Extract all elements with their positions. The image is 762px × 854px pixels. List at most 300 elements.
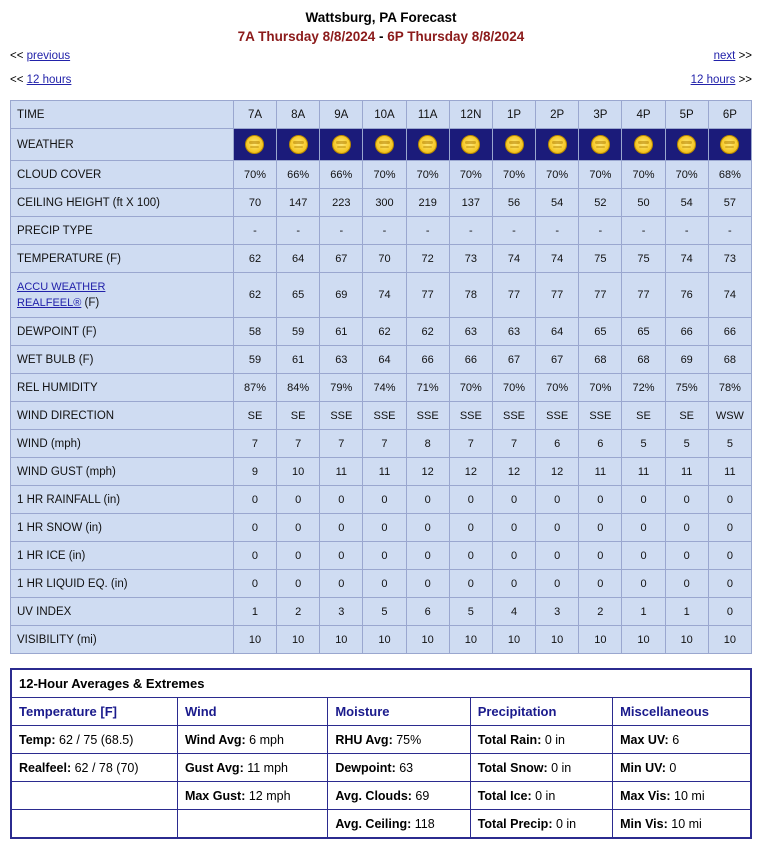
summary-title: 12-Hour Averages & Extremes: [11, 669, 751, 698]
forecast-cell: 12: [492, 458, 535, 486]
forecast-cell: 78: [449, 273, 492, 318]
summary-cell-value: 10 mi: [670, 788, 705, 803]
forecast-cell: 67: [492, 346, 535, 374]
summary-category-header: Miscellaneous: [613, 698, 751, 726]
forecast-cell: 0: [579, 486, 622, 514]
summary-cell-value: 0 in: [531, 788, 556, 803]
time-column-header: 3P: [579, 101, 622, 129]
nav-prev-group: [10, 50, 70, 62]
forecast-cell: 5: [363, 598, 406, 626]
summary-cell-key: RHU Avg:: [335, 732, 393, 747]
forecast-cell: 68%: [708, 161, 751, 189]
forecast-header-row: [11, 101, 752, 129]
summary-cell-key: Max Vis:: [620, 788, 671, 803]
realfeel-link-text[interactable]: REALFEEL®: [17, 297, 82, 309]
forecast-cell: 0: [406, 486, 449, 514]
forecast-cell: 70%: [492, 161, 535, 189]
row-label: CEILING HEIGHT (ft X 100): [11, 189, 234, 217]
forecast-row: [11, 129, 752, 161]
forecast-cell: 73: [708, 245, 751, 273]
summary-cell: [613, 726, 751, 754]
forecast-cell: -: [622, 217, 665, 245]
summary-cell: [177, 726, 327, 754]
forecast-row: [11, 542, 752, 570]
previous-link[interactable]: previous: [26, 50, 71, 62]
summary-cell: [177, 754, 327, 782]
forecast-cell: 219: [406, 189, 449, 217]
prev-arrow-icon: <<: [10, 50, 24, 62]
sunny-icon: [461, 135, 480, 154]
sunny-icon: [418, 135, 437, 154]
summary-category-header: Temperature [F]: [11, 698, 177, 726]
forecast-cell: 65: [622, 318, 665, 346]
forecast-cell: 62: [233, 245, 276, 273]
forecast-cell: 4: [492, 598, 535, 626]
forecast-cell: SSE: [492, 402, 535, 430]
forecast-cell: 63: [320, 346, 363, 374]
forecast-cell: 72%: [622, 374, 665, 402]
forecast-cell: 59: [277, 318, 320, 346]
forecast-cell: SE: [233, 402, 276, 430]
forecast-cell: 10: [320, 626, 363, 654]
forecast-cell: 70%: [579, 374, 622, 402]
forecast-row: [11, 486, 752, 514]
forecast-cell: 70%: [492, 374, 535, 402]
forecast-cell: 0: [708, 570, 751, 598]
forecast-cell: 0: [536, 570, 579, 598]
time-header-label: TIME: [11, 101, 234, 129]
forecast-cell: 0: [708, 598, 751, 626]
forecast-cell: 6: [536, 430, 579, 458]
summary-cell-key: Min UV:: [620, 760, 666, 775]
forecast-row: [11, 161, 752, 189]
forecast-row: [11, 514, 752, 542]
sunny-icon: [289, 135, 308, 154]
row-label: UV INDEX: [11, 598, 234, 626]
forecast-cell: 0: [320, 542, 363, 570]
next-arrow-icon: >>: [738, 50, 752, 62]
forecast-cell: 79%: [320, 374, 363, 402]
summary-category-header: Moisture: [328, 698, 470, 726]
row-label: 1 HR ICE (in): [11, 542, 234, 570]
sunny-icon: [548, 135, 567, 154]
prev-hours-arrow-icon: <<: [10, 74, 24, 86]
row-label: WET BULB (F): [11, 346, 234, 374]
forecast-cell: 65: [277, 273, 320, 318]
forecast-cell: 77: [579, 273, 622, 318]
summary-cell: [177, 810, 327, 839]
summary-cell: [470, 810, 612, 839]
forecast-cell: 12: [406, 458, 449, 486]
forecast-cell: 0: [665, 570, 708, 598]
summary-cell-key: Min Vis:: [620, 816, 668, 831]
forecast-cell: 62: [363, 318, 406, 346]
forecast-cell: SSE: [449, 402, 492, 430]
forecast-cell: 0: [622, 514, 665, 542]
summary-cell: [613, 754, 751, 782]
forecast-cell: SSE: [363, 402, 406, 430]
forecast-cell: 70: [233, 189, 276, 217]
forecast-cell: 0: [277, 570, 320, 598]
weather-icon-cell: [579, 129, 622, 161]
forecast-cell: 71%: [406, 374, 449, 402]
forecast-cell: 70%: [536, 374, 579, 402]
summary-cell-key: Realfeel:: [19, 760, 72, 775]
forecast-cell: 0: [449, 514, 492, 542]
forecast-cell: 72: [406, 245, 449, 273]
forecast-cell: 10: [233, 626, 276, 654]
time-column-header: 12N: [449, 101, 492, 129]
forecast-cell: 0: [665, 542, 708, 570]
forecast-cell: 10: [579, 626, 622, 654]
forecast-cell: 0: [363, 514, 406, 542]
weather-icon-cell: [665, 129, 708, 161]
summary-cell: [11, 726, 177, 754]
forecast-cell: 68: [708, 346, 751, 374]
row-label: CLOUD COVER: [11, 161, 234, 189]
forecast-cell: SE: [622, 402, 665, 430]
forecast-cell: 0: [622, 542, 665, 570]
forecast-row: [11, 245, 752, 273]
forecast-row: [11, 626, 752, 654]
forecast-cell: 0: [449, 542, 492, 570]
summary-cell: [11, 810, 177, 839]
time-range: [0, 27, 762, 46]
forecast-cell: 54: [536, 189, 579, 217]
forecast-cell: 63: [449, 318, 492, 346]
forecast-cell: 70%: [579, 161, 622, 189]
forecast-cell: 0: [708, 486, 751, 514]
forecast-cell: 76: [665, 273, 708, 318]
location-title: Wattsburg, PA Forecast: [305, 10, 457, 25]
forecast-cell: 77: [492, 273, 535, 318]
summary-cell-key: Temp:: [19, 732, 56, 747]
weather-icon-cell: [708, 129, 751, 161]
summary-cell-value: 0: [665, 760, 677, 775]
forecast-cell: 63: [492, 318, 535, 346]
summary-row: [11, 782, 751, 810]
forecast-cell: 0: [406, 514, 449, 542]
forecast-cell: 52: [579, 189, 622, 217]
summary-cell-key: Avg. Clouds:: [335, 788, 412, 803]
next-hours-arrow-icon: >>: [738, 74, 752, 86]
row-label: VISIBILITY (mi): [11, 626, 234, 654]
forecast-cell: 57: [708, 189, 751, 217]
forecast-cell: -: [536, 217, 579, 245]
previous-12-hours-link[interactable]: 12 hours: [26, 74, 72, 86]
forecast-cell: 0: [277, 542, 320, 570]
forecast-cell: 70%: [406, 161, 449, 189]
summary-cell-value: 0 in: [547, 760, 572, 775]
forecast-cell: 5: [449, 598, 492, 626]
time-column-header: 7A: [233, 101, 276, 129]
summary-cell-value: 6: [668, 732, 680, 747]
forecast-cell: 11: [320, 458, 363, 486]
forecast-cell: 65: [579, 318, 622, 346]
forecast-cell: 69: [320, 273, 363, 318]
forecast-cell: 10: [708, 626, 751, 654]
forecast-cell: 74: [708, 273, 751, 318]
forecast-row: [11, 273, 752, 318]
summary-category-header: Wind: [177, 698, 327, 726]
nav-prev-hours-group: [10, 74, 71, 86]
range-separator: -: [375, 29, 388, 44]
forecast-cell: 87%: [233, 374, 276, 402]
realfeel-units: (F): [81, 297, 100, 309]
forecast-cell: 61: [277, 346, 320, 374]
accuweather-link[interactable]: [17, 279, 233, 295]
forecast-cell: 0: [320, 514, 363, 542]
nav-previous-next: [10, 50, 752, 70]
summary-cell: [177, 782, 327, 810]
weather-icon-cell: [492, 129, 535, 161]
forecast-cell: 0: [536, 542, 579, 570]
row-label: [11, 273, 234, 318]
forecast-cell: 0: [536, 514, 579, 542]
summary-category-header: Precipitation: [470, 698, 612, 726]
forecast-cell: 0: [233, 514, 276, 542]
forecast-cell: 0: [492, 514, 535, 542]
weather-icon-cell: [277, 129, 320, 161]
summary-cell-value: 0 in: [541, 732, 565, 747]
forecast-row: [11, 346, 752, 374]
summary-cell: [328, 726, 470, 754]
forecast-cell: 0: [277, 514, 320, 542]
forecast-cell: 50: [622, 189, 665, 217]
forecast-cell: 7: [492, 430, 535, 458]
summary-cell-value: 75%: [392, 732, 422, 747]
forecast-cell: 66%: [277, 161, 320, 189]
forecast-cell: -: [363, 217, 406, 245]
summary-cell-value: 0 in: [552, 816, 577, 831]
sunny-icon: [634, 135, 653, 154]
forecast-cell: 58: [233, 318, 276, 346]
forecast-cell: 3: [536, 598, 579, 626]
weather-icon-cell: [233, 129, 276, 161]
forecast-cell: -: [277, 217, 320, 245]
forecast-cell: 0: [233, 486, 276, 514]
forecast-cell: 6: [579, 430, 622, 458]
forecast-cell: 70%: [449, 161, 492, 189]
forecast-cell: -: [320, 217, 363, 245]
forecast-cell: 70: [363, 245, 406, 273]
forecast-cell: 66: [406, 346, 449, 374]
forecast-cell: 5: [708, 430, 751, 458]
forecast-cell: 66: [708, 318, 751, 346]
summary-cell: [470, 726, 612, 754]
row-label: REL HUMIDITY: [11, 374, 234, 402]
forecast-cell: 11: [665, 458, 708, 486]
forecast-cell: 78%: [708, 374, 751, 402]
forecast-cell: 0: [665, 486, 708, 514]
forecast-cell: 0: [708, 514, 751, 542]
next-12-hours-link[interactable]: 12 hours: [690, 74, 736, 86]
forecast-cell: 0: [492, 542, 535, 570]
time-column-header: 4P: [622, 101, 665, 129]
summary-cell-value: 12 mph: [245, 788, 291, 803]
row-label: TEMPERATURE (F): [11, 245, 234, 273]
forecast-cell: 59: [233, 346, 276, 374]
sunny-icon: [505, 135, 524, 154]
forecast-cell: 84%: [277, 374, 320, 402]
forecast-cell: 223: [320, 189, 363, 217]
forecast-cell: 74: [492, 245, 535, 273]
weather-icon-cell: [363, 129, 406, 161]
forecast-cell: 2: [277, 598, 320, 626]
row-label: 1 HR SNOW (in): [11, 514, 234, 542]
accuweather-link-text[interactable]: ACCU WEATHER: [17, 281, 106, 293]
forecast-cell: 70%: [233, 161, 276, 189]
row-label: WEATHER: [11, 129, 234, 161]
forecast-cell: 74: [665, 245, 708, 273]
forecast-cell: 5: [622, 430, 665, 458]
forecast-cell: 68: [579, 346, 622, 374]
forecast-cell: 0: [320, 486, 363, 514]
row-label: 1 HR LIQUID EQ. (in): [11, 570, 234, 598]
row-label: 1 HR RAINFALL (in): [11, 486, 234, 514]
row-label: WIND GUST (mph): [11, 458, 234, 486]
forecast-cell: SE: [277, 402, 320, 430]
sunny-icon: [375, 135, 394, 154]
forecast-cell: 8: [406, 430, 449, 458]
forecast-cell: 2: [579, 598, 622, 626]
forecast-cell: 75: [579, 245, 622, 273]
summary-cell-key: Total Precip:: [477, 816, 553, 831]
summary-cell: [328, 754, 470, 782]
forecast-cell: 0: [449, 570, 492, 598]
summary-cell-key: Total Snow:: [477, 760, 548, 775]
forecast-cell: 64: [277, 245, 320, 273]
forecast-cell: 70%: [449, 374, 492, 402]
forecast-cell: 0: [622, 570, 665, 598]
summary-category-row: [11, 698, 751, 726]
weather-icon-cell: [320, 129, 363, 161]
forecast-cell: 0: [233, 570, 276, 598]
summary-cell-key: Wind Avg:: [184, 732, 246, 747]
forecast-cell: 64: [363, 346, 406, 374]
forecast-row: [11, 402, 752, 430]
weather-icon-cell: [406, 129, 449, 161]
summary-cell-key: Total Ice:: [477, 788, 532, 803]
summary-row: [11, 810, 751, 839]
forecast-row: [11, 458, 752, 486]
forecast-cell: 7: [363, 430, 406, 458]
sunny-icon: [591, 135, 610, 154]
sunny-icon: [720, 135, 739, 154]
forecast-cell: 0: [277, 486, 320, 514]
summary-table: [10, 668, 752, 839]
sunny-icon: [677, 135, 696, 154]
forecast-cell: 70%: [363, 161, 406, 189]
nav-next-hours-group: [691, 74, 752, 86]
summary-cell-value: 69: [411, 788, 430, 803]
forecast-cell: 0: [449, 486, 492, 514]
realfeel-link[interactable]: [17, 295, 233, 311]
forecast-cell: 0: [536, 486, 579, 514]
weather-icon-cell: [622, 129, 665, 161]
forecast-row: [11, 217, 752, 245]
forecast-cell: 77: [622, 273, 665, 318]
forecast-cell: 3: [320, 598, 363, 626]
forecast-cell: 69: [665, 346, 708, 374]
forecast-cell: 1: [622, 598, 665, 626]
time-column-header: 8A: [277, 101, 320, 129]
summary-row: [11, 754, 751, 782]
forecast-cell: 0: [320, 570, 363, 598]
summary-cell-key: Total Rain:: [477, 732, 542, 747]
forecast-row: [11, 570, 752, 598]
forecast-table: [10, 100, 752, 654]
forecast-cell: 12: [449, 458, 492, 486]
sunny-icon: [332, 135, 351, 154]
forecast-cell: 11: [622, 458, 665, 486]
nav-12hours: [10, 74, 752, 94]
forecast-cell: 77: [536, 273, 579, 318]
forecast-row: [11, 189, 752, 217]
row-label: WIND (mph): [11, 430, 234, 458]
forecast-cell: SSE: [536, 402, 579, 430]
forecast-cell: 1: [233, 598, 276, 626]
summary-cell-value: 11 mph: [243, 760, 288, 775]
forecast-cell: 74%: [363, 374, 406, 402]
forecast-cell: 66: [449, 346, 492, 374]
forecast-cell: 10: [277, 626, 320, 654]
forecast-row: [11, 318, 752, 346]
forecast-cell: 7: [449, 430, 492, 458]
time-column-header: 10A: [363, 101, 406, 129]
summary-cell: [470, 754, 612, 782]
forecast-cell: 0: [363, 570, 406, 598]
forecast-cell: 7: [320, 430, 363, 458]
forecast-cell: 11: [579, 458, 622, 486]
forecast-cell: 0: [579, 514, 622, 542]
summary-cell: [11, 782, 177, 810]
forecast-cell: 0: [233, 542, 276, 570]
forecast-cell: SSE: [406, 402, 449, 430]
summary-cell-key: Dewpoint:: [335, 760, 396, 775]
forecast-cell: 62: [233, 273, 276, 318]
forecast-row: [11, 374, 752, 402]
next-link[interactable]: next: [713, 50, 736, 62]
forecast-cell: -: [665, 217, 708, 245]
forecast-cell: SE: [665, 402, 708, 430]
forecast-cell: 0: [363, 486, 406, 514]
forecast-cell: 12: [536, 458, 579, 486]
summary-cell: [328, 810, 470, 839]
forecast-cell: 147: [277, 189, 320, 217]
forecast-cell: 10: [449, 626, 492, 654]
time-column-header: 1P: [492, 101, 535, 129]
forecast-cell: 7: [233, 430, 276, 458]
forecast-cell: 5: [665, 430, 708, 458]
forecast-cell: 68: [622, 346, 665, 374]
forecast-cell: 66%: [320, 161, 363, 189]
forecast-cell: 10: [277, 458, 320, 486]
summary-cell: [613, 782, 751, 810]
forecast-cell: -: [579, 217, 622, 245]
forecast-cell: 7: [277, 430, 320, 458]
forecast-cell: 0: [492, 570, 535, 598]
forecast-cell: -: [449, 217, 492, 245]
forecast-cell: 0: [406, 542, 449, 570]
summary-cell-key: Max UV:: [620, 732, 669, 747]
summary-cell-value: 62 / 75 (68.5): [55, 732, 134, 747]
forecast-cell: SSE: [579, 402, 622, 430]
forecast-cell: 0: [708, 542, 751, 570]
summary-cell-value: 118: [411, 816, 435, 831]
forecast-cell: 73: [449, 245, 492, 273]
row-label: WIND DIRECTION: [11, 402, 234, 430]
